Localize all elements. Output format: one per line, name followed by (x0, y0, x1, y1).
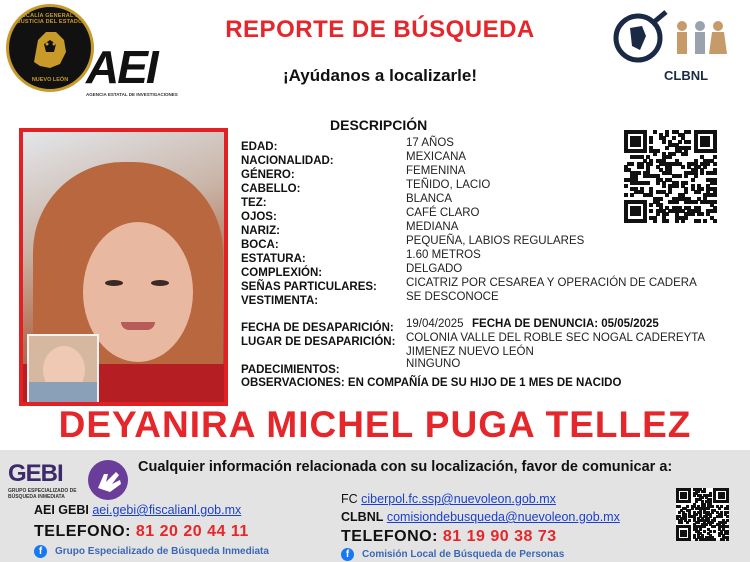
clbnl-logo-text: CLBNL (664, 68, 709, 83)
missing-person-name: DEYANIRA MICHEL PUGA TELLEZ (58, 404, 692, 445)
gebi-logo-subtext: GRUPO ESPECIALIZADO DE BÚSQUEDA INMEDIATA (8, 488, 77, 500)
field-fecha-desaparicion: FECHA DE DESAPARICIÓN: 19/04/2025 FECHA DE DENUNCIA: 05/05/2025 (241, 318, 659, 334)
field-nariz: NARIZ: MEDIANA (241, 221, 459, 237)
report-subtitle: ¡Ayúdanos a localizarle! (283, 66, 477, 85)
field-cabello: CABELLO: TEÑIDO, LACIO (241, 179, 491, 195)
field-observaciones: OBSERVACIONES: EN COMPAÑÍA DE SU HIJO DE 1 MES DE NACIDO (241, 377, 622, 389)
magnifier-people-icon (612, 6, 742, 70)
field-genero: GÉNERO: FEMENINA (241, 165, 466, 181)
aei-facebook-link[interactable]: f Grupo Especializado de Búsqueda Inmediata (34, 545, 269, 558)
fge-seal-bottom-text: NUEVO LEÓN (31, 77, 69, 83)
clbnl-email-link[interactable]: comisiondebusqueda@nuevoleon.gob.mx (386, 510, 620, 524)
field-nacionalidad: NACIONALIDAD: MEXICANA (241, 151, 467, 167)
gebi-logo-text: GEBI (8, 460, 63, 487)
footer-contact (0, 450, 750, 562)
hand-icon (88, 460, 128, 500)
clbnl-phone: TELEFONO: 81 19 90 38 73 (341, 528, 557, 545)
clbnl-phone-number[interactable]: 81 19 90 38 73 (442, 528, 557, 545)
field-boca: BOCA: PEQUEÑA, LABIOS REGULARES (241, 235, 585, 251)
aei-logo-text: AEI (86, 41, 157, 93)
lion-icon (24, 22, 76, 74)
aei-logo-subtext: AGENCIA ESTATAL DE INVESTIGACIONES (86, 92, 178, 97)
facebook-icon: f (341, 548, 354, 561)
field-tez: TEZ: BLANCA (241, 193, 453, 209)
field-padecimientos: PADECIMIENTOS: NINGUNO (241, 358, 461, 376)
field-lugar-line2: JIMENEZ NUEVO LEÓN (406, 346, 534, 358)
fecha-denuncia: FECHA DE DENUNCIA: 05/05/2025 (472, 318, 659, 330)
aei-gebi-contact: AEI GEBI aei.gebi@fiscalianl.gob.mx (34, 503, 242, 517)
aei-phone-number[interactable]: 81 20 20 44 11 (135, 523, 249, 540)
aei-phone: TELEFONO: 81 20 20 44 11 (34, 523, 249, 540)
field-vestimenta: VESTIMENTA: SE DESCONOCE (241, 291, 499, 307)
fc-contact: FC ciberpol.fc.ssp@nuevoleon.gob.mx (341, 492, 556, 506)
fge-seal-logo (6, 4, 94, 92)
aei-logo (86, 41, 196, 104)
clbnl-logo (612, 6, 742, 90)
description-title: DESCRIPCIÓN (330, 117, 428, 133)
facebook-icon: f (34, 545, 47, 558)
contact-instruction: Cualquier información relacionada con su localización, favor de comunicar a: (138, 459, 673, 475)
field-senas-particulares: SEÑAS PARTICULARES: CICATRIZ POR CESAREA Y OPERACIÓN DE CADERA (241, 277, 697, 293)
qr-code-top[interactable] (624, 130, 716, 222)
missing-person-photo (19, 128, 228, 406)
field-ojos: OJOS: CAFÉ CLARO (241, 207, 480, 223)
baby-photo (27, 334, 99, 406)
clbnl-facebook-link[interactable]: f Comisión Local de Búsqueda de Personas (341, 548, 564, 561)
fge-seal-top-text: FISCALÍA GENERAL DE JUSTICIA DEL ESTADO (16, 13, 84, 25)
fc-email-link[interactable]: ciberpol.fc.ssp@nuevoleon.gob.mx (361, 492, 556, 506)
clbnl-contact: CLBNL comisiondebusqueda@nuevoleon.gob.mx (341, 510, 620, 524)
field-complexion: COMPLEXIÓN: DELGADO (241, 263, 463, 279)
field-edad: EDAD: 17 AÑOS (241, 137, 454, 153)
qr-code-bottom[interactable] (676, 488, 728, 540)
report-title: REPORTE DE BÚSQUEDA (225, 16, 535, 43)
aei-email-link[interactable]: aei.gebi@fiscalianl.gob.mx (92, 503, 242, 517)
field-lugar-desaparicion: LUGAR DE DESAPARICIÓN: COLONIA VALLE DEL ROBLE SEC NOGAL CADEREYTA (241, 332, 706, 348)
field-estatura: ESTATURA: 1.60 METROS (241, 249, 481, 265)
